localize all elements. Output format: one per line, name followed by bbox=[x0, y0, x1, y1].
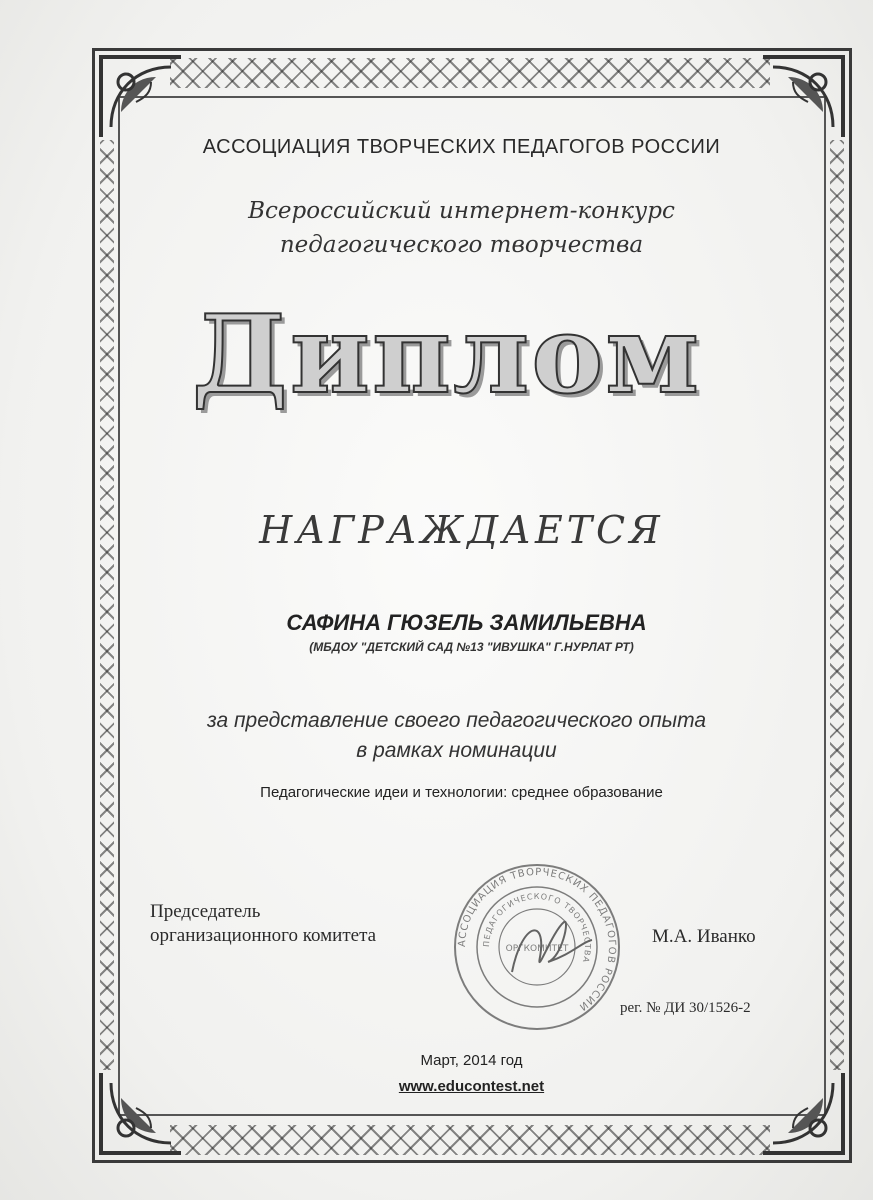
registration-number: рег. № ДИ 30/1526-2 bbox=[620, 1000, 751, 1016]
diploma-heading: Диплом bbox=[191, 292, 702, 418]
chair-title-line1: Председатель bbox=[150, 901, 261, 922]
contest-title bbox=[0, 194, 873, 262]
corner-ornament-icon bbox=[96, 52, 186, 142]
stamp-outer-text: АССОЦИАЦИЯ ТВОРЧЕСКИХ ПЕДАГОГОВ РОССИИ bbox=[456, 866, 618, 1013]
contest-title-line2: педагогического творчества bbox=[279, 232, 644, 258]
website-link[interactable]: www.educontest.net bbox=[398, 1078, 545, 1095]
svg-text:АССОЦИАЦИЯ ТВОРЧЕСКИХ ПЕДАГОГО bbox=[457, 867, 617, 1013]
nomination-name: Педагогические идеи и технологии: среднее образование bbox=[260, 784, 663, 801]
recipient-institution: (МБДОУ "ДЕТСКИЙ САД №13 "ИВУШКА" Г.НУРЛАТ РТ) bbox=[309, 640, 634, 654]
stamp-inner-text: ПЕДАГОГИЧЕСКОГО ТВОРЧЕСТВА bbox=[481, 891, 593, 965]
chair-title-line2: организационного комитета bbox=[150, 925, 377, 946]
award-reason-line1: за представление своего педагогического опыта bbox=[206, 709, 707, 732]
stamp-center-text: ОРГКОМИТЕТ bbox=[505, 944, 569, 954]
organization-name: АССОЦИАЦИЯ ТВОРЧЕСКИХ ПЕДАГОГОВ РОССИИ bbox=[202, 136, 721, 158]
awarded-label: НАГРАЖДАЕТСЯ bbox=[259, 508, 664, 552]
award-reason bbox=[0, 706, 873, 766]
chair-title bbox=[150, 900, 376, 948]
award-reason-line2: в рамках номинации bbox=[356, 739, 557, 762]
contest-title-line1: Всероссийский интернет-конкурс bbox=[248, 198, 675, 224]
official-stamp bbox=[452, 862, 622, 1032]
issue-date: Март, 2014 год bbox=[420, 1052, 523, 1069]
recipient-name: САФИНА ГЮЗЕЛЬ ЗАМИЛЬЕВНА bbox=[286, 610, 647, 635]
ornament-band-top bbox=[170, 58, 770, 88]
ornament-band-bottom bbox=[170, 1125, 770, 1155]
signer-name: М.А. Иванко bbox=[652, 926, 756, 947]
ornament-band-right bbox=[830, 140, 844, 1070]
ornament-band-left bbox=[100, 140, 114, 1070]
corner-ornament-icon bbox=[758, 52, 848, 142]
